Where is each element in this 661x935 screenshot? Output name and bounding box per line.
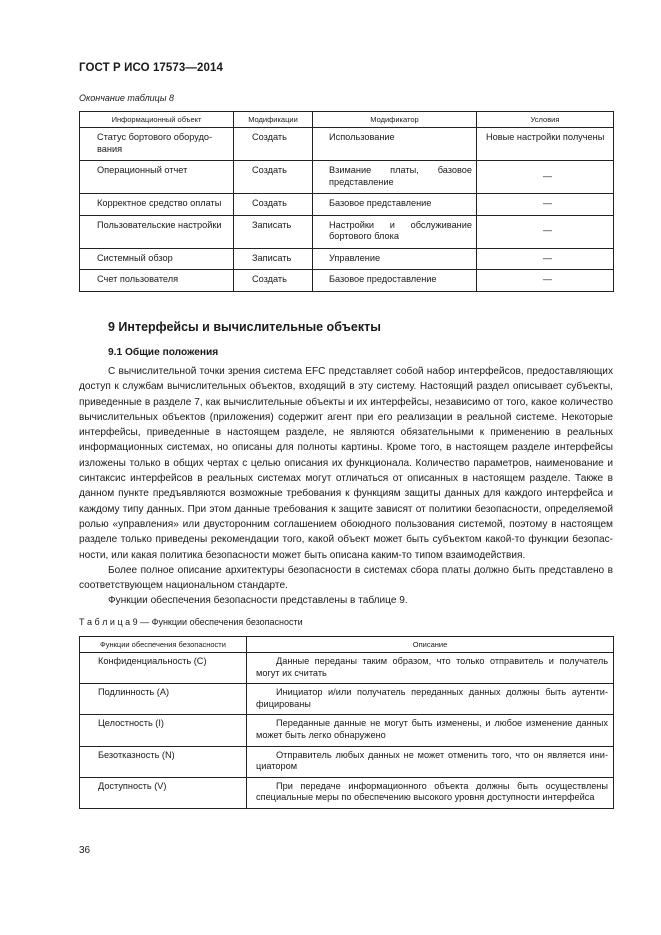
table8-cell: Настройки и обслуживание бортового блока bbox=[313, 215, 477, 248]
table9-cell: Безотказность (N) bbox=[80, 746, 247, 777]
table8-cell: Новые настройки получены bbox=[477, 128, 614, 161]
table9-cell: Отправитель любых данных не может отменить того, что он является инициатором bbox=[247, 746, 614, 777]
table9-cell: Подлинность (А) bbox=[80, 684, 247, 715]
subsection-heading: 9.1 Общие положения bbox=[108, 347, 219, 358]
table8-cell: Управление bbox=[313, 248, 477, 270]
table9-caption: Т а б л и ц а 9 — Функции обеспечения безопасности bbox=[79, 617, 303, 627]
table8-cell: Статус бортового оборудования bbox=[80, 128, 234, 161]
table8-cell: — bbox=[477, 270, 614, 292]
table8-cell: Записать bbox=[234, 215, 313, 248]
section-heading: 9 Интерфейсы и вычислительные объекты bbox=[108, 320, 381, 334]
table-8 bbox=[79, 111, 614, 292]
paragraph: Функции обеспечения безопасности представлены в таблице 9. bbox=[108, 595, 408, 607]
table9-cell: Переданные данные не могут быть изменены, и любое изменение данных может быть легко обнаружено bbox=[247, 715, 614, 746]
table8-cell: Создать bbox=[234, 194, 313, 216]
table8-cell: Создать bbox=[234, 161, 313, 194]
table9-cell: Целостность (I) bbox=[80, 715, 247, 746]
table8-cell: — bbox=[477, 215, 614, 248]
document-header: ГОСТ Р ИСО 17573—2014 bbox=[79, 62, 224, 74]
table9-cell: При передаче информационного объекта должны быть осуществлены специальные меры по обеспечению высокого уровня доступности интерфейса bbox=[247, 777, 614, 808]
table8-cell: Взимание платы, базовое представление bbox=[313, 161, 477, 194]
table8-cell: Операционный отчет bbox=[80, 161, 234, 194]
table8-cell: Использование bbox=[313, 128, 477, 161]
table8-cell: — bbox=[477, 194, 614, 216]
table8-col-conditions: Условия bbox=[477, 112, 614, 128]
paragraph: Более полное описание архитектуры безопасности в системах сбора платы должно быть представлено в соответствующем национальном стандарте. bbox=[79, 564, 613, 592]
table-row bbox=[80, 746, 614, 777]
table8-cell: Создать bbox=[234, 128, 313, 161]
table8-cell: Счет пользователя bbox=[80, 270, 234, 292]
table8-cell: Создать bbox=[234, 270, 313, 292]
table-row bbox=[80, 270, 614, 292]
table9-cell: Доступность (V) bbox=[80, 777, 247, 808]
table8-col-modifier: Модификатор bbox=[313, 112, 477, 128]
table9-cell: Данные переданы таким образом, что только отправитель и получатель могут их считать bbox=[247, 653, 614, 684]
table-9 bbox=[79, 636, 614, 809]
table8-cell: Записать bbox=[234, 248, 313, 270]
page-number: 36 bbox=[79, 845, 91, 856]
table9-cell: Конфиденциальность (С) bbox=[80, 653, 247, 684]
section-body bbox=[79, 364, 613, 609]
table8-col-object: Информационный объект bbox=[80, 112, 234, 128]
table8-cell: Базовое предоставление bbox=[313, 270, 477, 292]
table-row bbox=[80, 777, 614, 808]
table-row bbox=[80, 194, 614, 216]
table8-cell: Базовое представление bbox=[313, 194, 477, 216]
table8-cell: Системный обзор bbox=[80, 248, 234, 270]
table8-cell: — bbox=[477, 161, 614, 194]
table9-col-description: Описание bbox=[247, 637, 614, 653]
table-row bbox=[80, 715, 614, 746]
table9-header-row bbox=[80, 637, 614, 653]
table9-col-function: Функции обеспечения безопасности bbox=[80, 637, 247, 653]
table8-cell: Корректное средство оплаты bbox=[80, 194, 234, 216]
table-row bbox=[80, 128, 614, 161]
table-row bbox=[80, 684, 614, 715]
table-row bbox=[80, 653, 614, 684]
table-row bbox=[80, 215, 614, 248]
table8-col-modifications: Модификации bbox=[234, 112, 313, 128]
paragraph: С вычислительной точки зрения система EFC представляет собой набор интерфейсов, предоставляющих доступ к службам вычислительных объектов, входящий в эту систему. Настоящий раздел описывает субъекты, приведенные в разделе 7, как вычислительные объекты и их интерфейсы, независимо от того, какое количество вычислительных объектов (приложения) содержит агент при его реализации в реальной системе. Некоторые интерфейсы, приведенные в настоящем разделе, не являются обязательными к применению в реальных информационных системах, но описаны для полноты картины. Кроме того, в настоящем разделе интерфейсы изложены только в общих чертах с целью описания их функционала. Количество параметров, наименование и синтаксис интерфейсов в реальных системах могут отличаться от описанных в настоящем разделе. Также в данном пункте предъявляются возможные требования к функциям защиты данных для каждого интерфейса и каждому типу данных. При этом данные требования к защите зависят от политики безопасности, определяемой ролью «управления» или двусторонним соглашением обоюдного пользования системой, поэтому в настоящем разделе только приведены рекомендации того, какой объект может быть субъектом какой-то функции безопасности, или какая политика безопасности может быть описана каким-то типом взаимодействия. bbox=[79, 366, 613, 561]
table8-caption: Окончание таблицы 8 bbox=[79, 93, 174, 103]
table-row bbox=[80, 248, 614, 270]
table8-cell: Пользовательские настройки bbox=[80, 215, 234, 248]
table8-header-row bbox=[80, 112, 614, 128]
table-row bbox=[80, 161, 614, 194]
table8-cell: — bbox=[477, 248, 614, 270]
table9-cell: Инициатор и/или получатель переданных данных должны быть аутентифицированы bbox=[247, 684, 614, 715]
